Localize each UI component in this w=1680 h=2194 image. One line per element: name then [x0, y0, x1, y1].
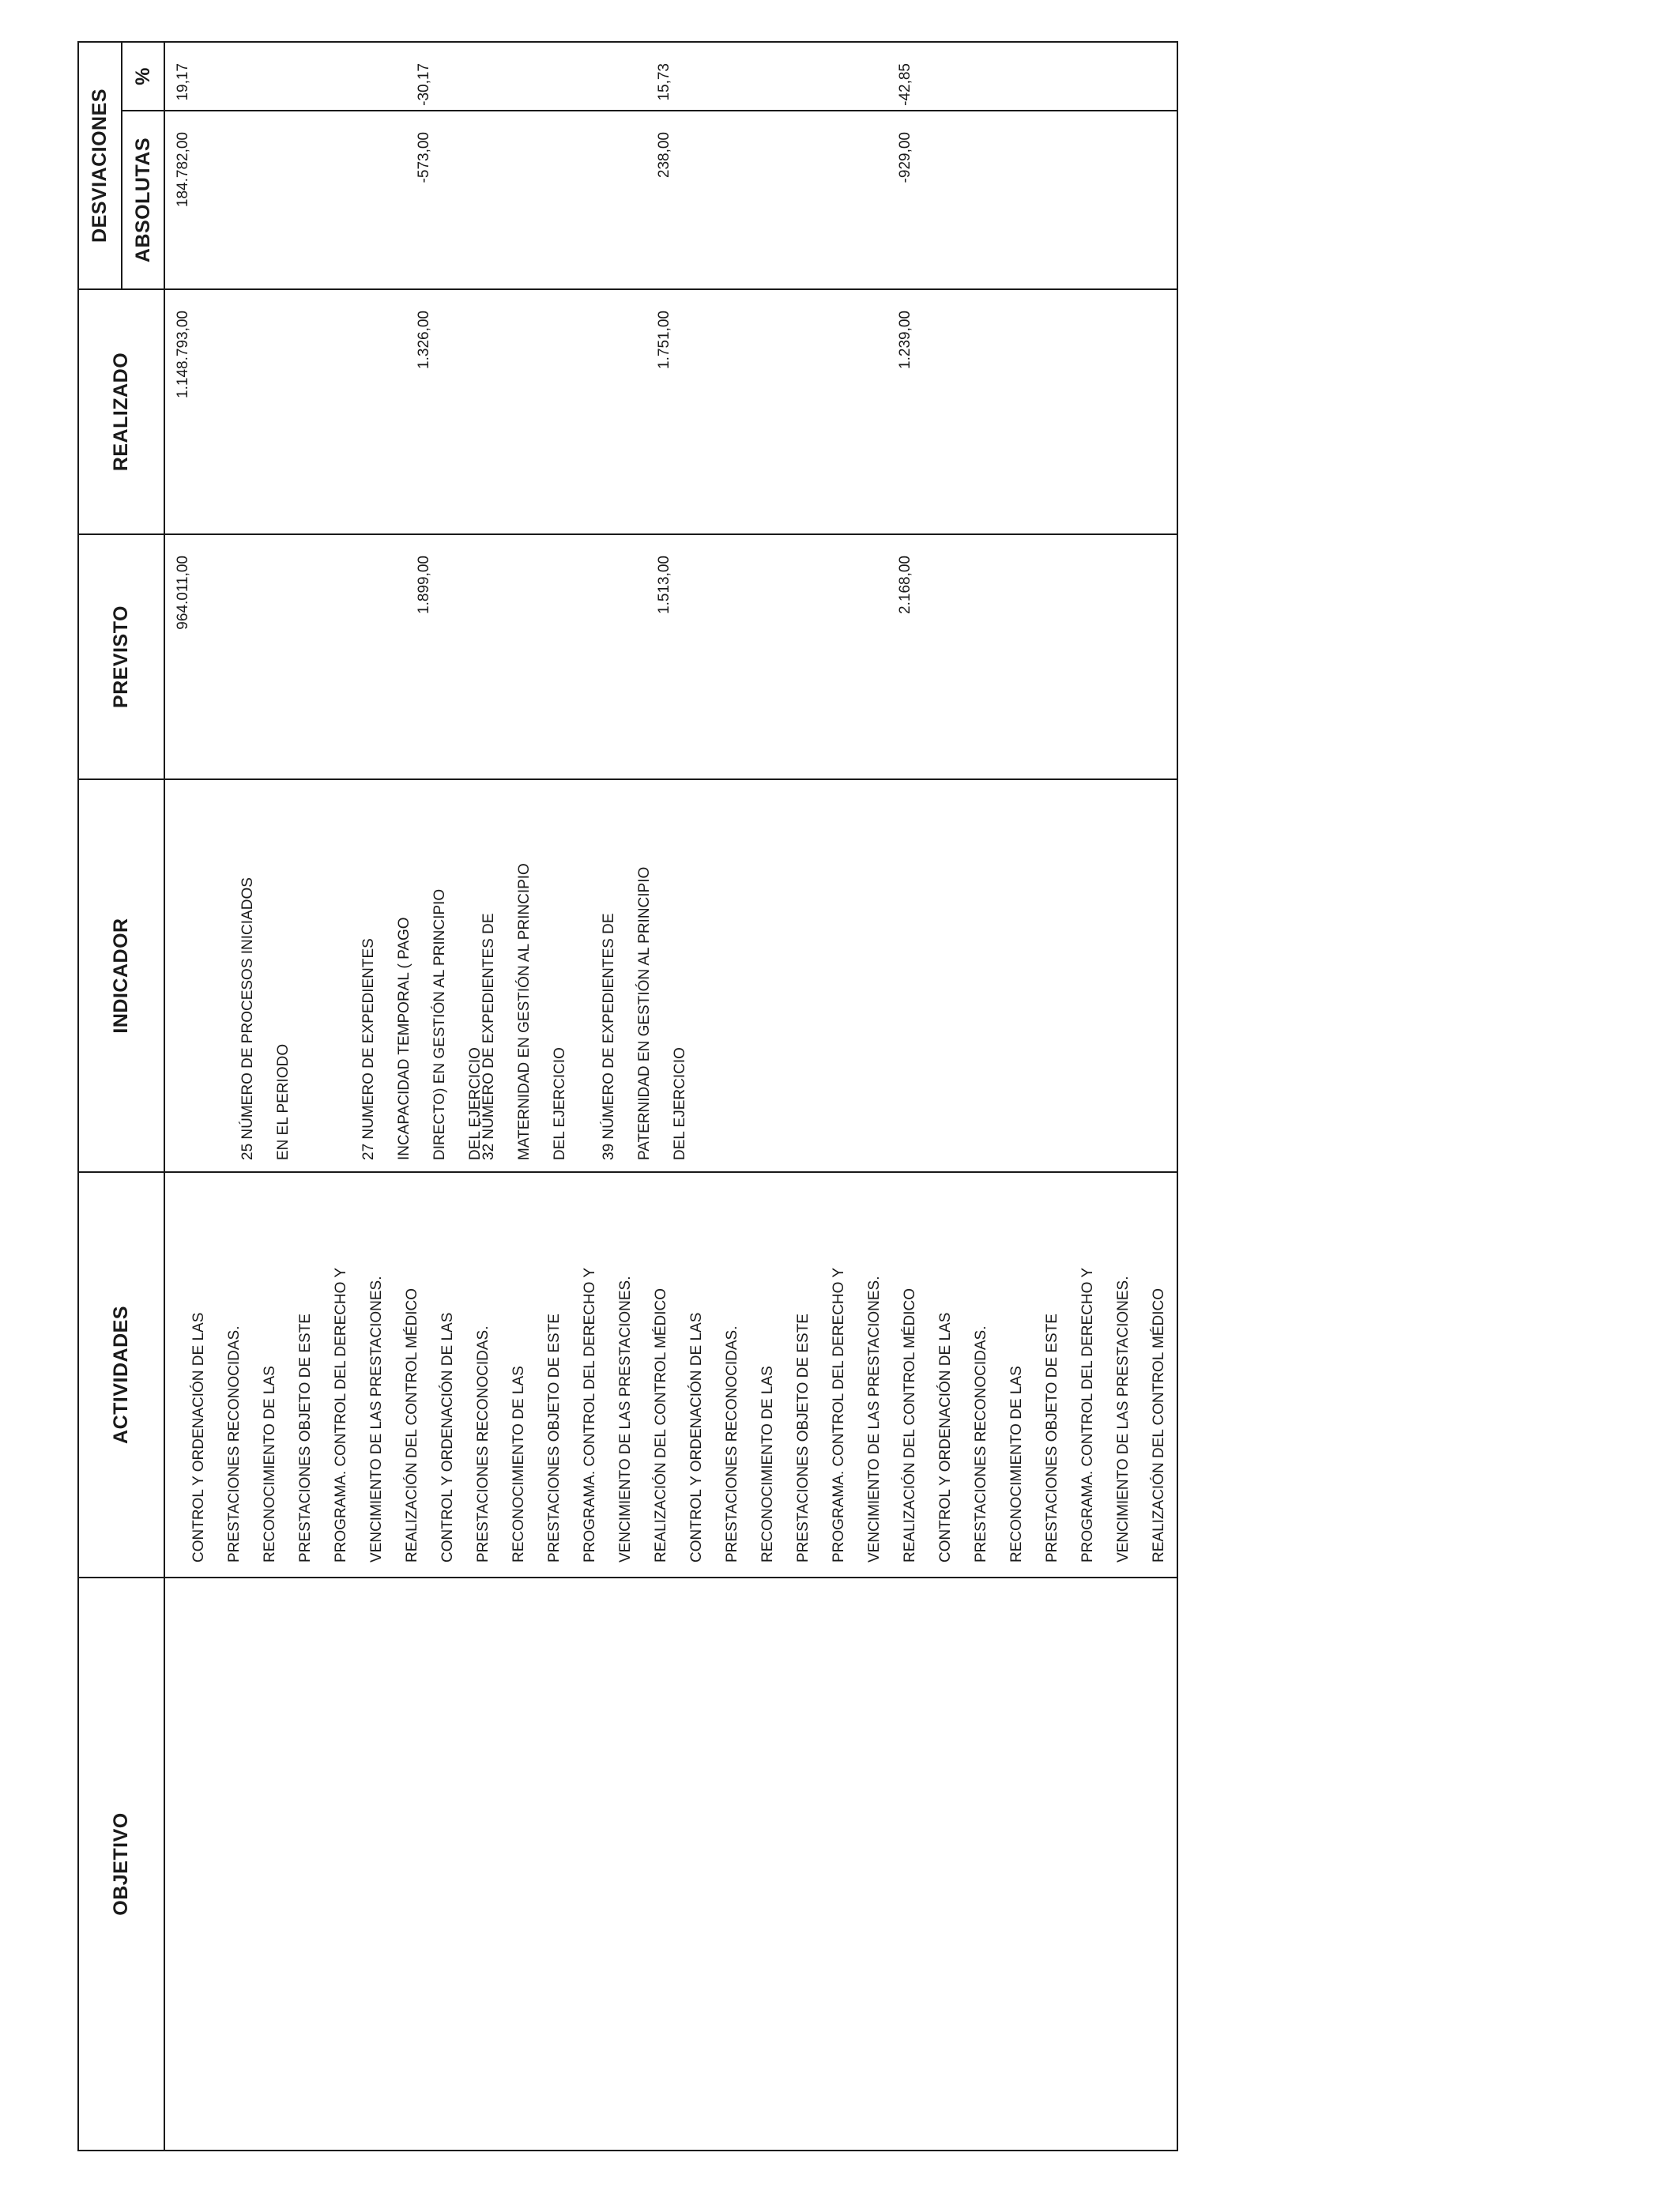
- absolutas-value: 238,00: [656, 132, 672, 179]
- indicador-line: PATERNIDAD EN GESTIÓN AL PRINCIPIO: [636, 866, 653, 1160]
- header-actividades: ACTIVIDADES: [78, 1172, 164, 1578]
- actividad-line: PROGRAMA. CONTROL DEL DERECHO Y: [582, 1267, 598, 1563]
- actividad-line: PRESTACIONES OBJETO DE ESTE: [297, 1314, 314, 1563]
- actividad-line: RECONOCIMIENTO DE LAS: [510, 1366, 527, 1563]
- indicador-line: DIRECTO) EN GESTIÓN AL PRINCIPIO: [431, 888, 448, 1160]
- header-desviaciones: DESVIACIONES: [78, 42, 122, 289]
- porcentaje-cell: [164, 42, 1177, 111]
- porcentaje-value: 15,73: [656, 63, 672, 101]
- header-previsto: PREVISTO: [78, 534, 164, 779]
- actividad-line: REALIZACIÓN DEL CONTROL MÉDICO: [404, 1288, 420, 1563]
- previsto-value: 964.011,00: [175, 556, 191, 630]
- actividades-cell: [164, 1172, 1177, 1578]
- indicador-line: 25 NÚMERO DE PROCESOS INICIADOS: [239, 877, 256, 1160]
- indicador-line: DEL EJERCICIO: [467, 1047, 484, 1160]
- header-porcentaje: %: [122, 42, 164, 111]
- porcentaje-values: [165, 43, 1153, 110]
- previsto-value: 1.899,00: [416, 556, 432, 614]
- porcentaje-value: -30,17: [416, 63, 432, 106]
- realizado-values: [165, 290, 1153, 533]
- indicador-block: [471, 863, 578, 1171]
- actividades-list: [165, 1173, 1177, 1577]
- porcentaje-value: -42,85: [897, 63, 913, 106]
- previsto-cell: [164, 534, 1177, 779]
- actividad-line: VENCIMIENTO DE LAS PRESTACIONES.: [1115, 1276, 1132, 1563]
- actividad-line: RECONOCIMIENTO DE LAS: [1008, 1366, 1025, 1563]
- previsto-values: [165, 535, 1153, 778]
- actividad-line: PROGRAMA. CONTROL DEL DERECHO Y: [1079, 1267, 1096, 1563]
- actividad-line: RECONOCIMIENTO DE LAS: [759, 1366, 776, 1563]
- actividad-line: CONTROL Y ORDENACIÓN DE LAS: [439, 1312, 456, 1563]
- rotated-report-sheet: [77, 43, 1167, 2151]
- header-indicador: INDICADOR: [78, 779, 164, 1172]
- indicador-block: [230, 877, 301, 1171]
- actividad-line: PRESTACIONES OBJETO DE ESTE: [546, 1314, 563, 1563]
- indicador-list: [165, 780, 1153, 1171]
- actividad-line: PRESTACIONES RECONOCIDAS.: [226, 1325, 243, 1563]
- actividad-line: CONTROL Y ORDENACIÓN DE LAS: [688, 1312, 705, 1563]
- actividad-line: PRESTACIONES OBJETO DE ESTE: [795, 1314, 812, 1563]
- actividad-line: REALIZACIÓN DEL CONTROL MÉDICO: [653, 1288, 669, 1563]
- actividad-line: VENCIMIENTO DE LAS PRESTACIONES.: [617, 1276, 634, 1563]
- absolutas-value: -573,00: [416, 132, 432, 183]
- actividad-line: REALIZACIÓN DEL CONTROL MÉDICO: [902, 1288, 918, 1563]
- indicador-line: 32 NÚMERO DE EXPEDIENTES DE: [480, 913, 497, 1160]
- actividad-line: PRESTACIONES RECONOCIDAS.: [724, 1325, 740, 1563]
- objetivo-cell: [164, 1578, 1177, 2151]
- realizado-value: 1.239,00: [897, 311, 913, 369]
- porcentaje-value: 19,17: [175, 63, 191, 101]
- indicador-line: DEL EJERCICIO: [672, 1047, 688, 1160]
- actividad-line: PROGRAMA. CONTROL DEL DERECHO Y: [831, 1267, 847, 1563]
- indicador-line: MATERNIDAD EN GESTIÓN AL PRINCIPIO: [516, 863, 533, 1160]
- indicador-line: DEL EJERCICIO: [552, 1047, 568, 1160]
- indicador-line: EN EL PERIODO: [275, 1043, 292, 1160]
- realizado-value: 1.148.793,00: [175, 311, 191, 398]
- actividad-line: RECONOCIMIENTO DE LAS: [262, 1366, 278, 1563]
- realizado-value: 1.326,00: [416, 311, 432, 369]
- indicadores-table: [77, 41, 1178, 2151]
- actividad-line: REALIZACIÓN DEL CONTROL MÉDICO: [1151, 1288, 1167, 1563]
- absolutas-values: [165, 111, 1153, 288]
- absolutas-value: -929,00: [897, 132, 913, 183]
- indicador-cell: [164, 779, 1177, 1172]
- actividad-line: PRESTACIONES RECONOCIDAS.: [475, 1325, 492, 1563]
- actividad-line: PROGRAMA. CONTROL DEL DERECHO Y: [333, 1267, 349, 1563]
- previsto-value: 1.513,00: [656, 556, 672, 614]
- absolutas-cell: [164, 111, 1177, 289]
- header-realizado: REALIZADO: [78, 289, 164, 534]
- actividad-line: PRESTACIONES OBJETO DE ESTE: [1044, 1314, 1060, 1563]
- realizado-value: 1.751,00: [656, 311, 672, 369]
- realizado-cell: [164, 289, 1177, 534]
- absolutas-value: 184.782,00: [175, 132, 191, 208]
- indicador-block: [591, 867, 698, 1171]
- header-objetivo: OBJETIVO: [78, 1578, 164, 2151]
- indicador-line: INCAPACIDAD TEMPORAL ( PAGO: [396, 917, 412, 1160]
- actividad-line: PRESTACIONES RECONOCIDAS.: [973, 1325, 989, 1563]
- header-absolutas: ABSOLUTAS: [122, 111, 164, 289]
- indicador-line: 39 NÚMERO DE EXPEDIENTES DE: [601, 913, 617, 1160]
- actividad-line: CONTROL Y ORDENACIÓN DE LAS: [937, 1312, 954, 1563]
- actividad-line: VENCIMIENTO DE LAS PRESTACIONES.: [866, 1276, 883, 1563]
- previsto-value: 2.168,00: [897, 556, 913, 614]
- indicador-line: 27 NUMERO DE EXPEDIENTES: [360, 938, 377, 1160]
- actividad-line: VENCIMIENTO DE LAS PRESTACIONES.: [368, 1276, 385, 1563]
- actividad-line: CONTROL Y ORDENACIÓN DE LAS: [190, 1312, 207, 1563]
